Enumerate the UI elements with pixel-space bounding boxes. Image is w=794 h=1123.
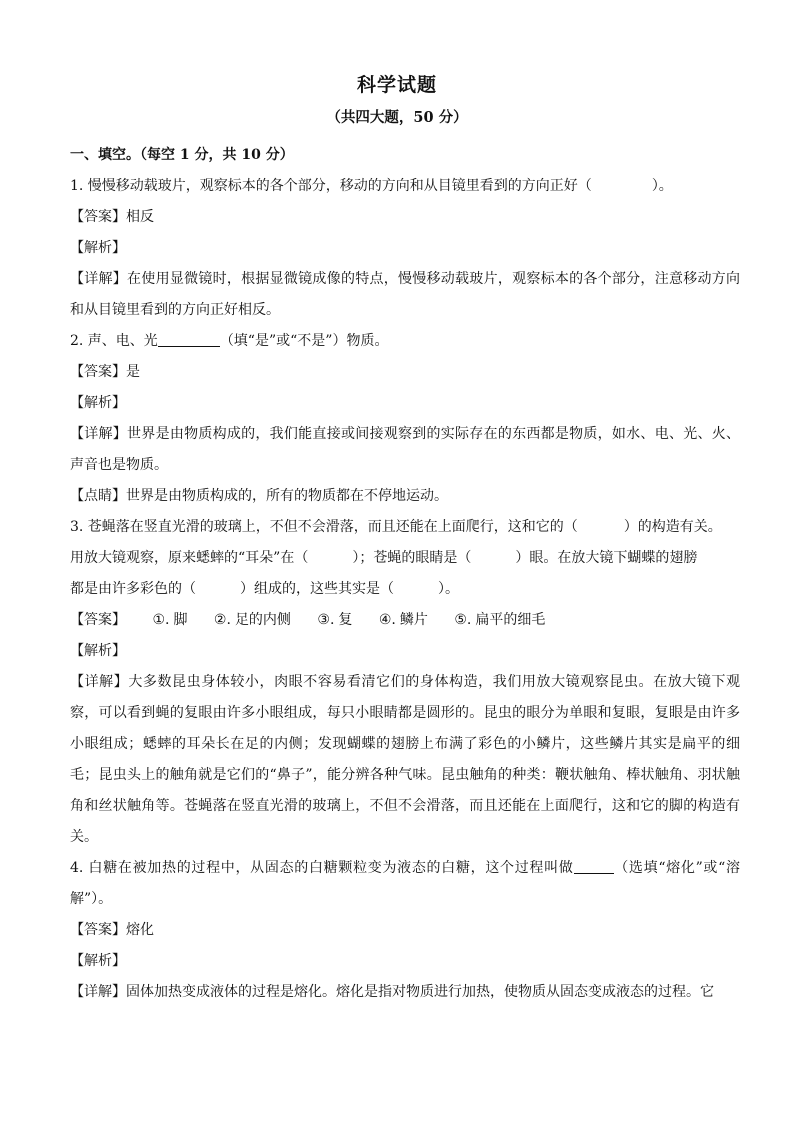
question-4-answer: 【答案】熔化 (70, 922, 154, 938)
question-4-detail: 【详解】固体加热变成液体的过程是熔化。熔化是指对物质进行加热，使物质从固态变成液态的过程。它 (70, 984, 714, 1000)
question-4-analysis: 【解析】 (70, 953, 126, 969)
question-3-line-1: 3. 苍蝇落在竖直光滑的玻璃上，不但不会滑落，而且还能在上面爬行，这和它的（ ）的构造有关。 (70, 519, 722, 535)
question-1-answer: 【答案】相反 (70, 209, 154, 225)
fill-blank-line (158, 332, 220, 347)
question-4: 4. 白糖在被加热的过程中，从固态的白糖颗粒变为液态的白糖，这个过程叫做 （选填“熔化”或“溶解”）。 (70, 860, 740, 907)
fill-blank-line (574, 859, 614, 874)
page-subtitle: （共四大题，50 分） (326, 109, 468, 126)
question-1: 1. 慢慢移动载玻片，观察标本的各个部分，移动的方向和从目镜里看到的方向正好（ ）。 (70, 178, 673, 194)
question-2-detail: 【详解】世界是由物质构成的，我们能直接或间接观察到的实际存在的东西都是物质，如水、电、光、火、声音也是物质。 (70, 426, 741, 473)
section-heading: 一、填空。（每空 1 分，共 10 分） (70, 147, 294, 163)
question-2: 2. 声、电、光 （填“是”或“不是”）物质。 (70, 333, 389, 349)
answer-choice: ③. 复 (317, 612, 353, 628)
answer-choice: ②. 足的内侧 (213, 612, 291, 628)
answer-choice: ⑤. 扁平的细毛 (454, 612, 546, 628)
question-2-analysis: 【解析】 (70, 395, 126, 411)
answer-choice: ④. 鳞片 (378, 612, 428, 628)
question-2-note: 【点睛】世界是由物质构成的，所有的物质都在不停地运动。 (70, 488, 448, 504)
answer-choice: ①. 脚 (152, 612, 188, 628)
question-3-detail: 【详解】大多数昆虫身体较小，肉眼不容易看清它们的身体构造，我们用放大镜观察昆虫。在放大镜下观察，可以看到蝇的复眼由许多小眼组成，每只小眼睛都是圆形的。昆虫的眼分为单眼和复眼，复眼是由许多小眼组成；蟋蟀的耳朵长在足的内侧；发现蝴蝶的翅膀上布满了彩色的小鳞片，这些鳞片其实是扁平的细毛；昆虫头上的触角就是它们的“鼻子”，能分辨各种气味。昆虫触角的种类：鞭状触角、棒状触角、羽状触角和丝状触角等。苍蝇落在竖直光滑的玻璃上，不但不会滑落，而且还能在上面爬行，这和它的脚的构造有关。 (70, 674, 740, 845)
question-3-line-3: 都是由许多彩色的（ ）组成的，这些其实是（ ）。 (70, 581, 459, 597)
question-2-answer: 【答案】是 (70, 364, 140, 380)
question-1-analysis: 【解析】 (70, 240, 126, 256)
document-body (70, 140, 740, 1008)
page-title: 科学试题 (356, 74, 437, 96)
question-3-answers: 【答案】 ①. 脚 ②. 足的内侧 ③. 复 ④. 鳞片 ⑤. 扁平的细毛 (70, 605, 740, 636)
question-1-detail: 【详解】在使用显微镜时，根据显微镜成像的特点，慢慢移动载玻片，观察标本的各个部分，注意移动方向和从目镜里看到的方向正好相反。 (70, 271, 741, 318)
question-3-analysis: 【解析】 (70, 643, 126, 659)
question-3-line-2: 用放大镜观察，原来蟋蟀的“耳朵”在（ ）；苍蝇的眼睛是（ ）眼。在放大镜下蝴蝶的翅膀 (70, 550, 698, 566)
